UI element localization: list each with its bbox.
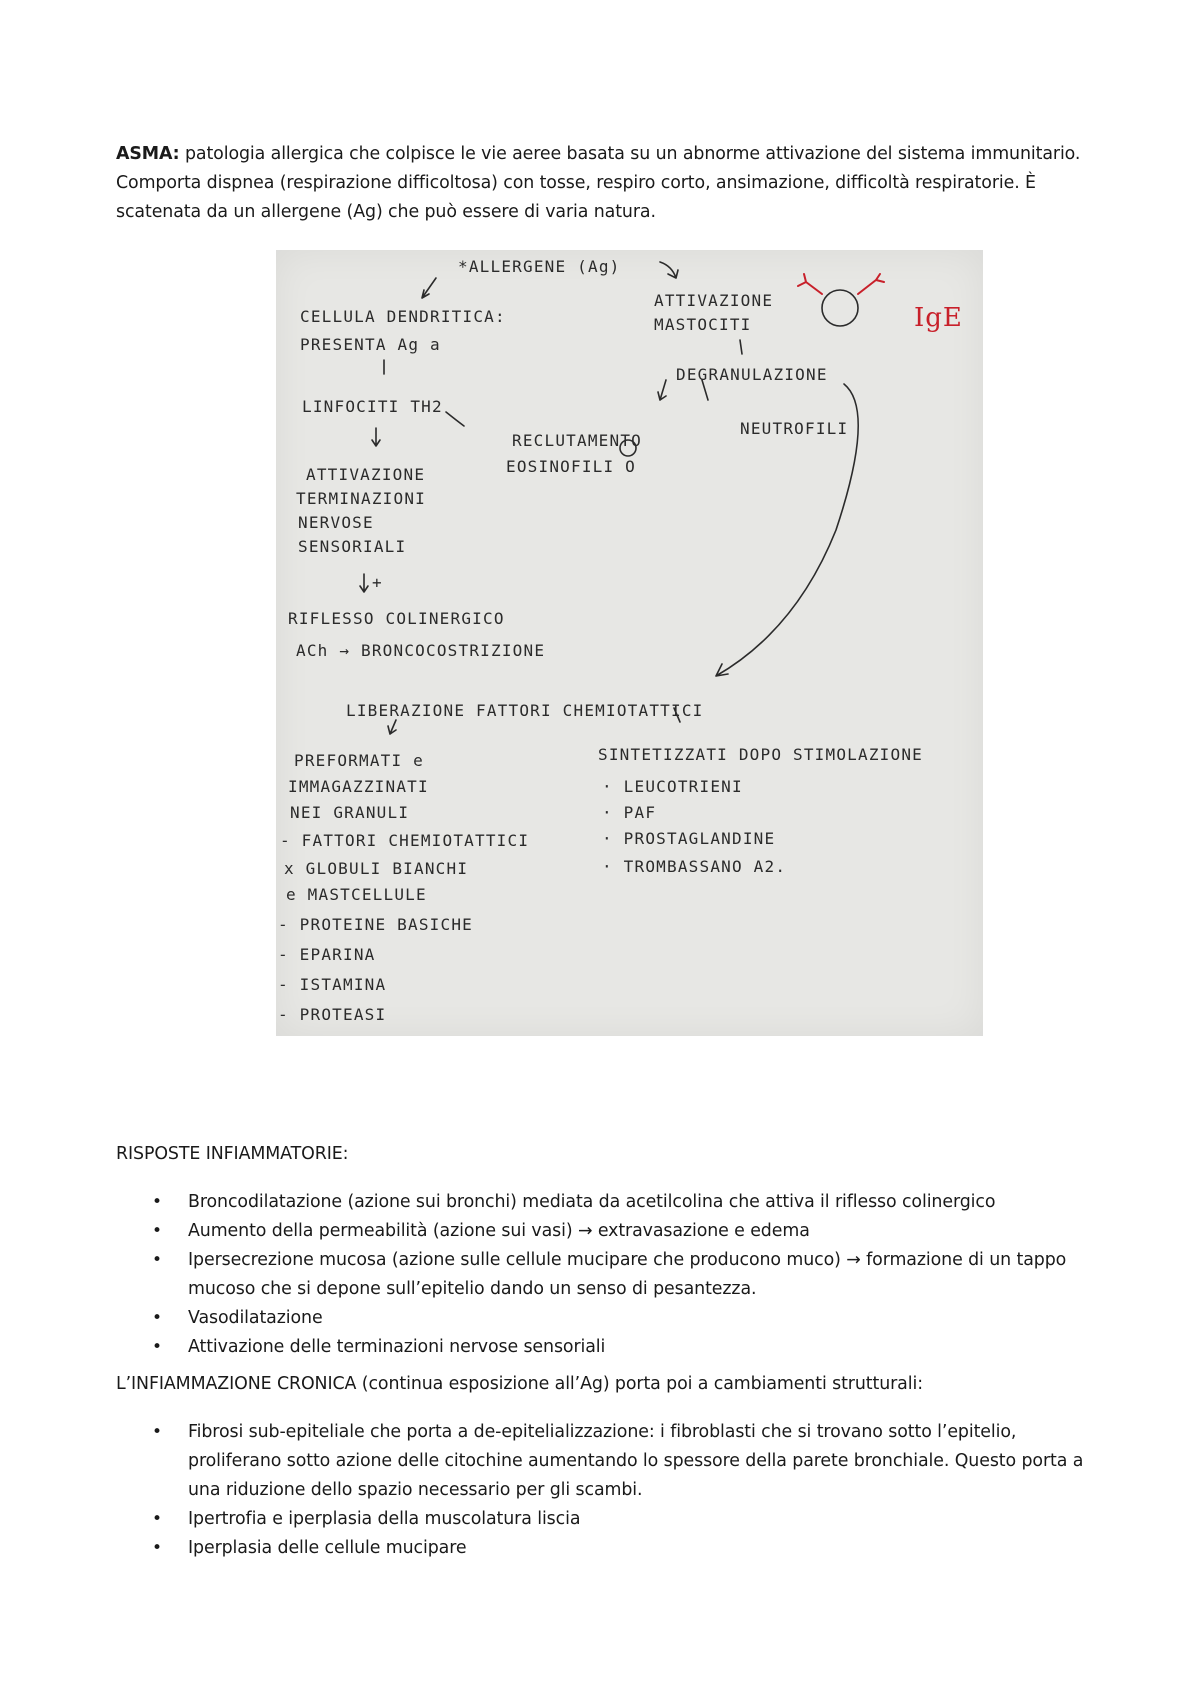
diagram-preformati-item: NEI GRANULI — [290, 803, 410, 822]
diagram-preformati-list — [278, 751, 529, 1024]
diagram-ige: IgE — [914, 303, 963, 333]
bullet-marker: • — [152, 1337, 162, 1357]
cronica-section — [116, 1370, 1096, 1563]
diagram-preformati-item: - PROTEASI — [278, 1005, 387, 1024]
diagram-reclutamento-2: EOSINOFILI O — [506, 457, 636, 476]
list-item-text: Ipersecrezione mucosa (azione sulle cellule mucipare che producono muco) → formazione di un tappo mucoso che si depone sull’epitelio dando un senso di pesantezza. — [188, 1250, 1067, 1299]
diagram-sintetizzati: SINTETIZZATI DOPO STIMOLAZIONE — [598, 745, 923, 764]
ige-left-arm — [798, 274, 822, 294]
diagram-liberazione: LIBERAZIONE FATTORI CHEMIOTATTICI — [346, 701, 704, 720]
diagram-attivazione-nervi-3: NERVOSE — [298, 513, 374, 532]
handwritten-diagram-photo — [276, 250, 983, 1036]
diagram-allergene: *ALLERGENE (Ag) — [458, 257, 621, 276]
list-item — [116, 1304, 1096, 1333]
list-item — [116, 1534, 1096, 1563]
diagram-preformati-item: e MASTCELLULE — [286, 885, 427, 904]
intro-term: ASMA: — [116, 144, 180, 164]
diagram-linfociti: LINFOCITI TH2 — [302, 397, 443, 416]
risposte-list — [116, 1188, 1096, 1362]
list-item-text: Vasodilatazione — [188, 1308, 323, 1328]
bullet-marker: • — [152, 1308, 162, 1328]
list-item — [116, 1188, 1096, 1217]
list-item — [116, 1505, 1096, 1534]
list-item — [116, 1418, 1096, 1505]
arrow-degranulazione-to-eosinofili — [658, 380, 666, 400]
cronica-list — [116, 1418, 1096, 1563]
diagram-degranulazione: DEGRANULAZIONE — [676, 365, 828, 384]
diagram-arrows — [360, 262, 858, 734]
arrow-linfociti-to-nervi — [372, 428, 380, 446]
diagram-attivazione-mastociti-2: MASTOCITI — [654, 315, 752, 334]
intro-text: patologia allergica che colpisce le vie aeree basata su un abnorme attivazione del sistema immunitario. Comporta dispnea (respirazione difficoltosa) con tosse, respiro corto, ansimazione, difficoltà respiratorie. È scatenata da un allergene (Ag) che può essere di varia natura. — [116, 144, 1081, 222]
diagram-sintetizzati-item: · PAF — [602, 803, 657, 822]
bullet-marker: • — [152, 1221, 162, 1241]
diagram-preformati-item: - FATTORI CHEMIOTATTICI — [280, 831, 530, 850]
diagram-preformati-item: PREFORMATI e — [294, 751, 424, 770]
bullet-marker: • — [152, 1509, 162, 1529]
diagram-preformati-item: - PROTEINE BASICHE — [278, 915, 473, 934]
mast-cell-circle — [822, 290, 858, 326]
diagram-attivazione-nervi-4: SENSORIALI — [298, 537, 407, 556]
arrow-allergene-to-cellula — [422, 278, 436, 298]
list-item — [116, 1246, 1096, 1304]
list-item-text: Ipertrofia e iperplasia della muscolatura liscia — [188, 1509, 581, 1529]
risposte-heading: RISPOSTE INFIAMMATORIE: — [116, 1144, 349, 1164]
arrow-nervi-to-riflesso — [360, 574, 368, 592]
bullet-marker: • — [152, 1538, 162, 1558]
diagram-reclutamento-1: RECLUTAMENTO — [512, 431, 642, 450]
diagram-attivazione-nervi-1: ATTIVAZIONE — [306, 465, 426, 484]
bullet-marker: • — [152, 1250, 162, 1270]
arrow-linfociti-to-reclutamento — [446, 412, 464, 426]
diagram-riflesso: RIFLESSO COLINERGICO — [288, 609, 505, 628]
list-item-text: Aumento della permeabilità (azione sui vasi) → extravasazione e edema — [188, 1221, 810, 1241]
diagram-sintetizzati-item: · PROSTAGLANDINE — [602, 829, 776, 848]
bullet-marker: • — [152, 1192, 162, 1212]
diagram-sintetizzati-item: · LEUCOTRIENI — [602, 777, 743, 796]
diagram-attivazione-nervi-2: TERMINAZIONI — [296, 489, 426, 508]
diagram-preformati-item: IMMAGAZZINATI — [288, 777, 429, 796]
risposte-section — [116, 1140, 1096, 1362]
diagram-preformati-item: - ISTAMINA — [278, 975, 387, 994]
ige-antibody-sketch — [798, 274, 884, 326]
arrow-mastociti-to-degranulazione — [740, 340, 742, 354]
diagram-ach: ACh → BRONCOCOSTRIZIONE — [296, 641, 546, 660]
diagram-cellula-2: PRESENTA Ag a — [300, 335, 441, 354]
diagram-neutrofili: NEUTROFILI — [740, 419, 849, 438]
diagram-cellula-1: CELLULA DENDRITICA: — [300, 307, 506, 326]
arrow-allergene-to-mastociti — [660, 262, 678, 278]
list-item — [116, 1217, 1096, 1246]
cronica-heading: L’INFIAMMAZIONE CRONICA (continua esposizione all’Ag) porta poi a cambiamenti strutturali: — [116, 1374, 923, 1394]
list-item-text: Attivazione delle terminazioni nervose sensoriali — [188, 1337, 606, 1357]
diagram-svg — [276, 250, 983, 1036]
diagram-sintetizzati-item: · TROMBASSANO A2. — [602, 857, 787, 876]
bullet-marker: • — [152, 1422, 162, 1442]
diagram-plus: + — [372, 573, 383, 592]
ige-right-arm — [858, 274, 884, 294]
list-item-text: Iperplasia delle cellule mucipare — [188, 1538, 467, 1558]
list-item-text: Broncodilatazione (azione sui bronchi) mediata da acetilcolina che attiva il riflesso colinergico — [188, 1192, 996, 1212]
diagram-preformati-item: x GLOBULI BIANCHI — [284, 859, 469, 878]
diagram-attivazione-mastociti-1: ATTIVAZIONE — [654, 291, 774, 310]
arrow-liberazione-to-preformati — [388, 720, 396, 734]
diagram-sintetizzati-list — [602, 777, 786, 876]
intro-paragraph — [116, 140, 1092, 227]
list-item-text: Fibrosi sub-epiteliale che porta a de-epitelializzazione: i fibroblasti che si trovano sotto l’epitelio, proliferano sotto azione delle citochine aumentando lo spessore della parete bronchiale. Questo porta a una riduzione dello spazio necessario per gli scambi. — [188, 1422, 1084, 1500]
diagram-preformati-item: - EPARINA — [278, 945, 376, 964]
list-item — [116, 1333, 1096, 1362]
